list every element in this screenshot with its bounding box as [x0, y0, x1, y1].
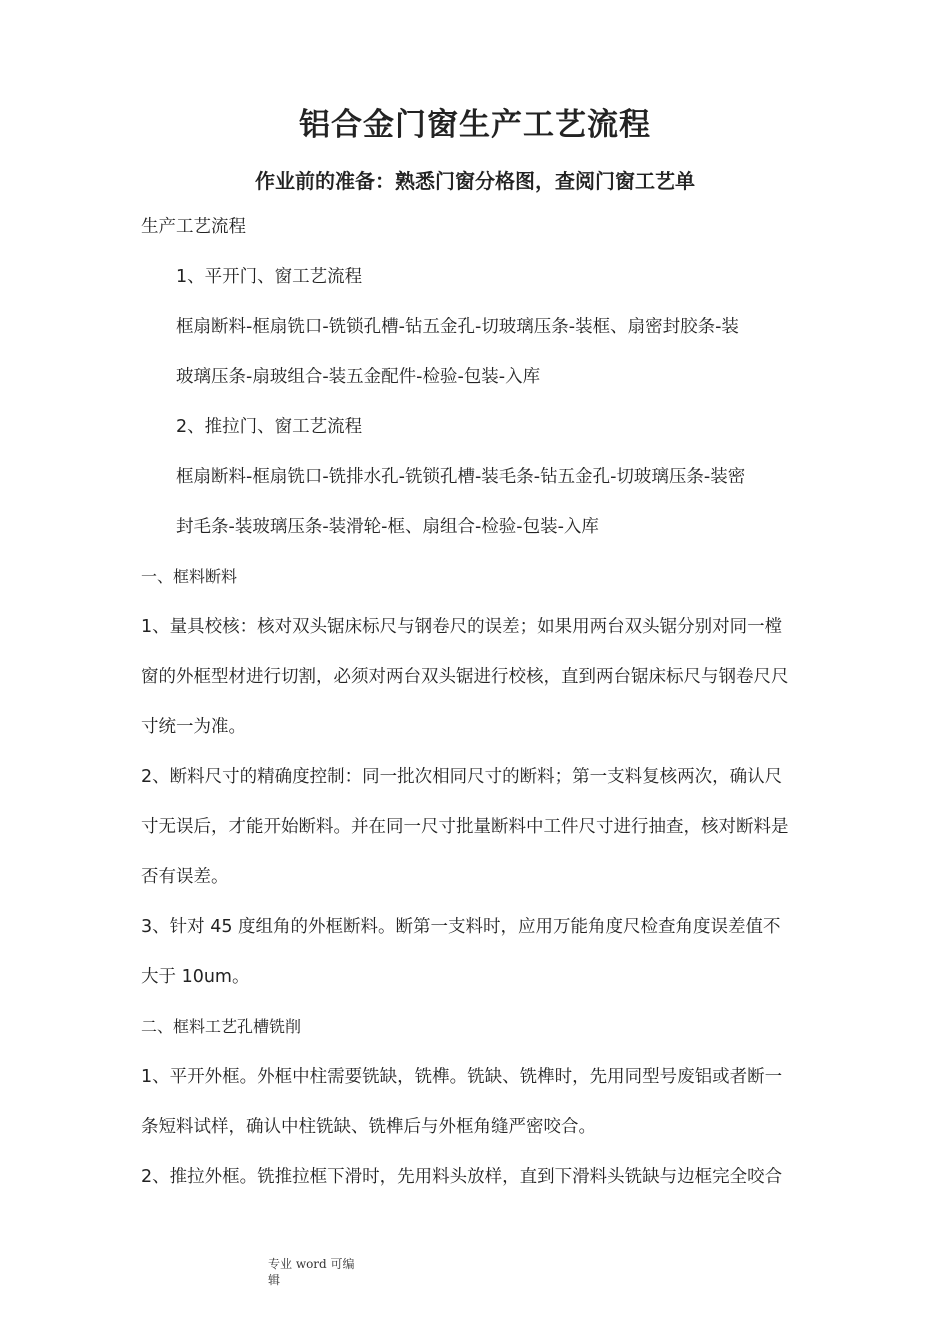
paragraph-line: 3、针对 45 度组角的外框断料。断第一支料时，应用万能角度尺检查角度误差值不 — [141, 917, 781, 937]
paragraph-line: 寸无误后，才能开始断料。并在同一尺寸批量断料中工件尺寸进行抽查，核对断料是 — [141, 817, 789, 837]
paragraph-line: 寸统一为准。 — [141, 717, 246, 737]
section-heading: 一、框料断料 — [141, 567, 238, 586]
section-heading: 生产工艺流程 — [141, 217, 246, 237]
paragraph-line: 窗的外框型材进行切割，必须对两台双头锯进行校核，直到两台锯床标尺与钢卷尺尺 — [141, 667, 789, 687]
paragraph-line: 2、推拉外框。铣推拉框下滑时，先用料头放样，直到下滑料头铣缺与边框完全咬合 — [141, 1167, 783, 1187]
paragraph-line: 框扇断料-框扇铣口-铣排水孔-铣锁孔槽-装毛条-钻五金孔-切玻璃压条-装密 — [176, 467, 746, 487]
page-title: 铝合金门窗生产工艺流程 — [299, 107, 651, 143]
subsection-heading: 1、平开门、窗工艺流程 — [176, 267, 363, 287]
subsection-heading: 2、推拉门、窗工艺流程 — [176, 417, 363, 437]
section-heading: 二、框料工艺孔槽铣削 — [141, 1017, 302, 1036]
paragraph-line: 1、量具校核：核对双头锯床标尺与钢卷尺的误差；如果用两台双头锯分别对同一樘 — [141, 617, 783, 637]
paragraph-line: 框扇断料-框扇铣口-铣锁孔槽-钻五金孔-切玻璃压条-装框、扇密封胶条-装 — [176, 317, 739, 337]
paragraph-line: 1、平开外框。外框中柱需要铣缺，铣榫。铣缺、铣榫时，先用同型号废铝或者断一 — [141, 1067, 783, 1087]
footer-note: 专业 word 可编辑 — [268, 1257, 355, 1287]
paragraph-line: 封毛条-装玻璃压条-装滑轮-框、扇组合-检验-包装-入库 — [176, 517, 599, 537]
paragraph-line: 2、断料尺寸的精确度控制：同一批次相同尺寸的断料；第一支料复核两次，确认尺 — [141, 767, 783, 787]
page-subtitle: 作业前的准备：熟悉门窗分格图，查阅门窗工艺单 — [255, 169, 695, 193]
paragraph-line: 否有误差。 — [141, 867, 229, 887]
paragraph-line: 条短料试样，确认中柱铣缺、铣榫后与外框角缝严密咬合。 — [141, 1117, 596, 1137]
paragraph-line: 玻璃压条-扇玻组合-装五金配件-检验-包装-入库 — [176, 367, 541, 387]
paragraph-line: 大于 10um。 — [141, 967, 250, 987]
